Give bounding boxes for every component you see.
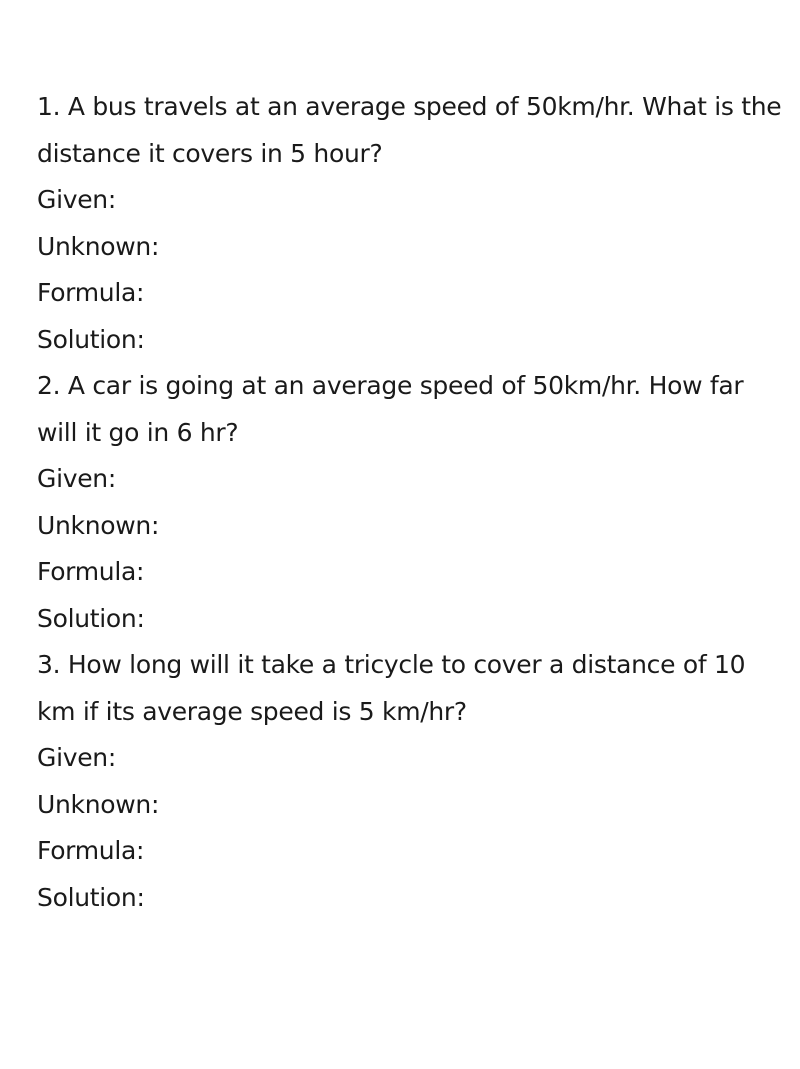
problem-3-given-label: Given: [37,743,116,772]
problem-2 [37,363,782,642]
problem-3-question: 3. How long will it take a tricycle to cover a distance of 10 km if its average speed is 5 km/hr? [37,650,746,726]
problem-1-formula-label: Formula: [37,278,145,307]
problem-3 [37,642,782,921]
problem-2-question: 2. A car is going at an average speed of 50km/hr. How far will it go in 6 hr? [37,371,744,447]
problem-1-solution-label: Solution: [37,324,145,354]
problem-2-unknown-label: Unknown: [37,510,160,540]
problem-2-formula-label: Formula: [37,557,145,586]
problem-1-question: 1. A bus travels at an average speed of 50km/hr. What is the distance it covers in 5 hour? [37,92,782,168]
problem-1-unknown-label: Unknown: [37,231,160,261]
problem-1-given-label: Given: [37,185,116,214]
problem-3-formula-label: Formula: [37,836,145,865]
problem-2-given-label: Given: [37,464,116,493]
problem-3-solution-label: Solution: [37,882,145,912]
problem-3-unknown-label: Unknown: [37,789,160,819]
problem-2-solution-label: Solution: [37,603,145,633]
worksheet-content [37,84,782,921]
problem-1 [37,84,782,363]
